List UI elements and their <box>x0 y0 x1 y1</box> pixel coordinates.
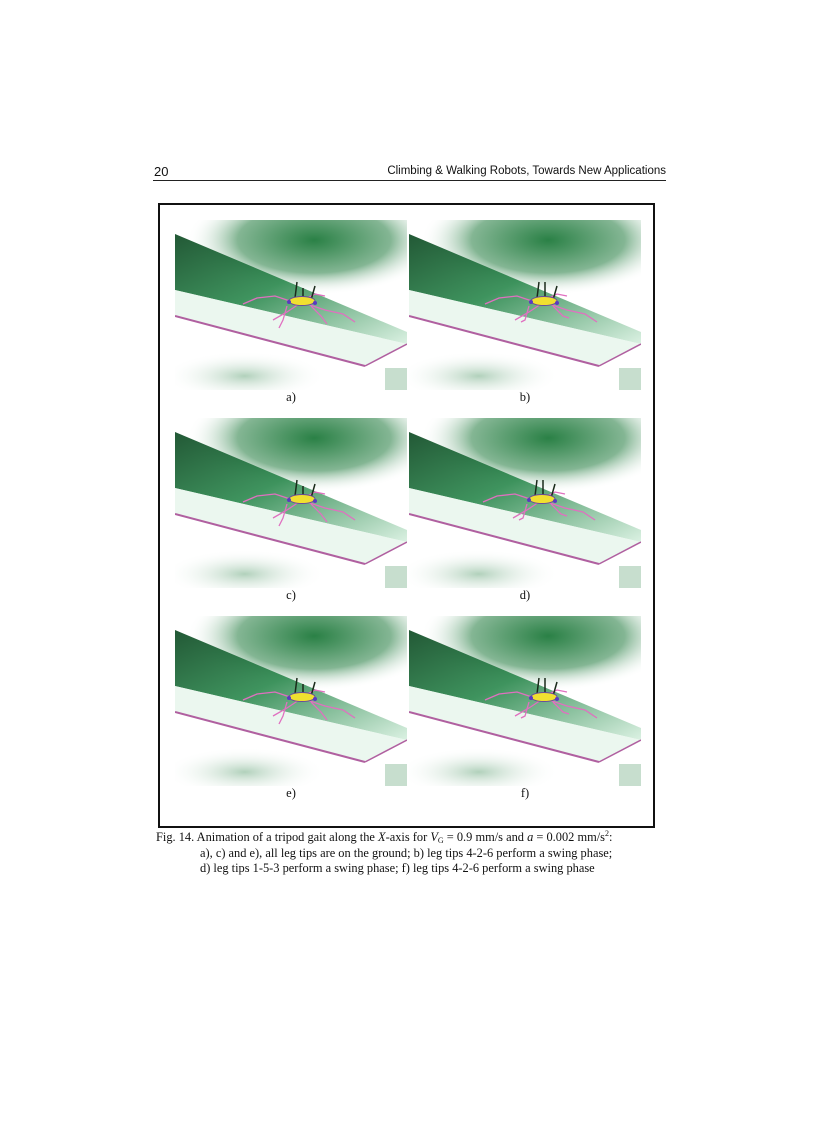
caption-line-2: a), c) and e), all leg tips are on the ground; b) leg tips 4-2-6 perform a swing phase; <box>200 845 613 860</box>
gait-animation-frame <box>175 418 407 588</box>
gait-animation-frame <box>409 220 641 390</box>
gait-animation-frame <box>175 616 407 786</box>
caption-fig-number: Fig. 14. <box>156 830 195 844</box>
panel-f-image <box>409 616 641 786</box>
caption-line-3: d) leg tips 1-5-3 perform a swing phase; f) leg tips 4-2-6 perform a swing phase <box>200 861 595 875</box>
panel-c-image <box>175 418 407 588</box>
panel-d-image <box>409 418 641 588</box>
panel-b-label: b) <box>519 390 531 404</box>
gait-animation-frame <box>409 418 641 588</box>
gait-animation-frame <box>409 616 641 786</box>
panel-e-image <box>175 616 407 786</box>
figure-frame <box>158 203 655 828</box>
panel-e-label: e) <box>286 786 296 800</box>
gait-animation-frame <box>175 220 407 390</box>
page-number: 20 <box>154 164 169 179</box>
panel-c-label: c) <box>286 588 296 602</box>
running-title: Climbing & Walking Robots, Towards New Applications <box>387 165 666 177</box>
panel-d-label: d) <box>519 588 531 602</box>
panel-f-label: f) <box>520 786 530 800</box>
panel-a-label: a) <box>286 390 296 404</box>
running-header <box>153 164 666 181</box>
figure-caption: Fig. 14. Animation of a tripod gait along the X-axis for $V_G = 0.9$ mm/s and a = 0.002 $mm/s^2$: a), c) and e), all leg tips are on the ground; b) leg tips 4-2-6 perform a swing phase; d) leg tips 1-5-3 perform a swing phase; f) leg tips 4-2-6 perform a swing phase <box>156 830 676 877</box>
panel-b-image <box>409 220 641 390</box>
panel-a-image <box>175 220 407 390</box>
